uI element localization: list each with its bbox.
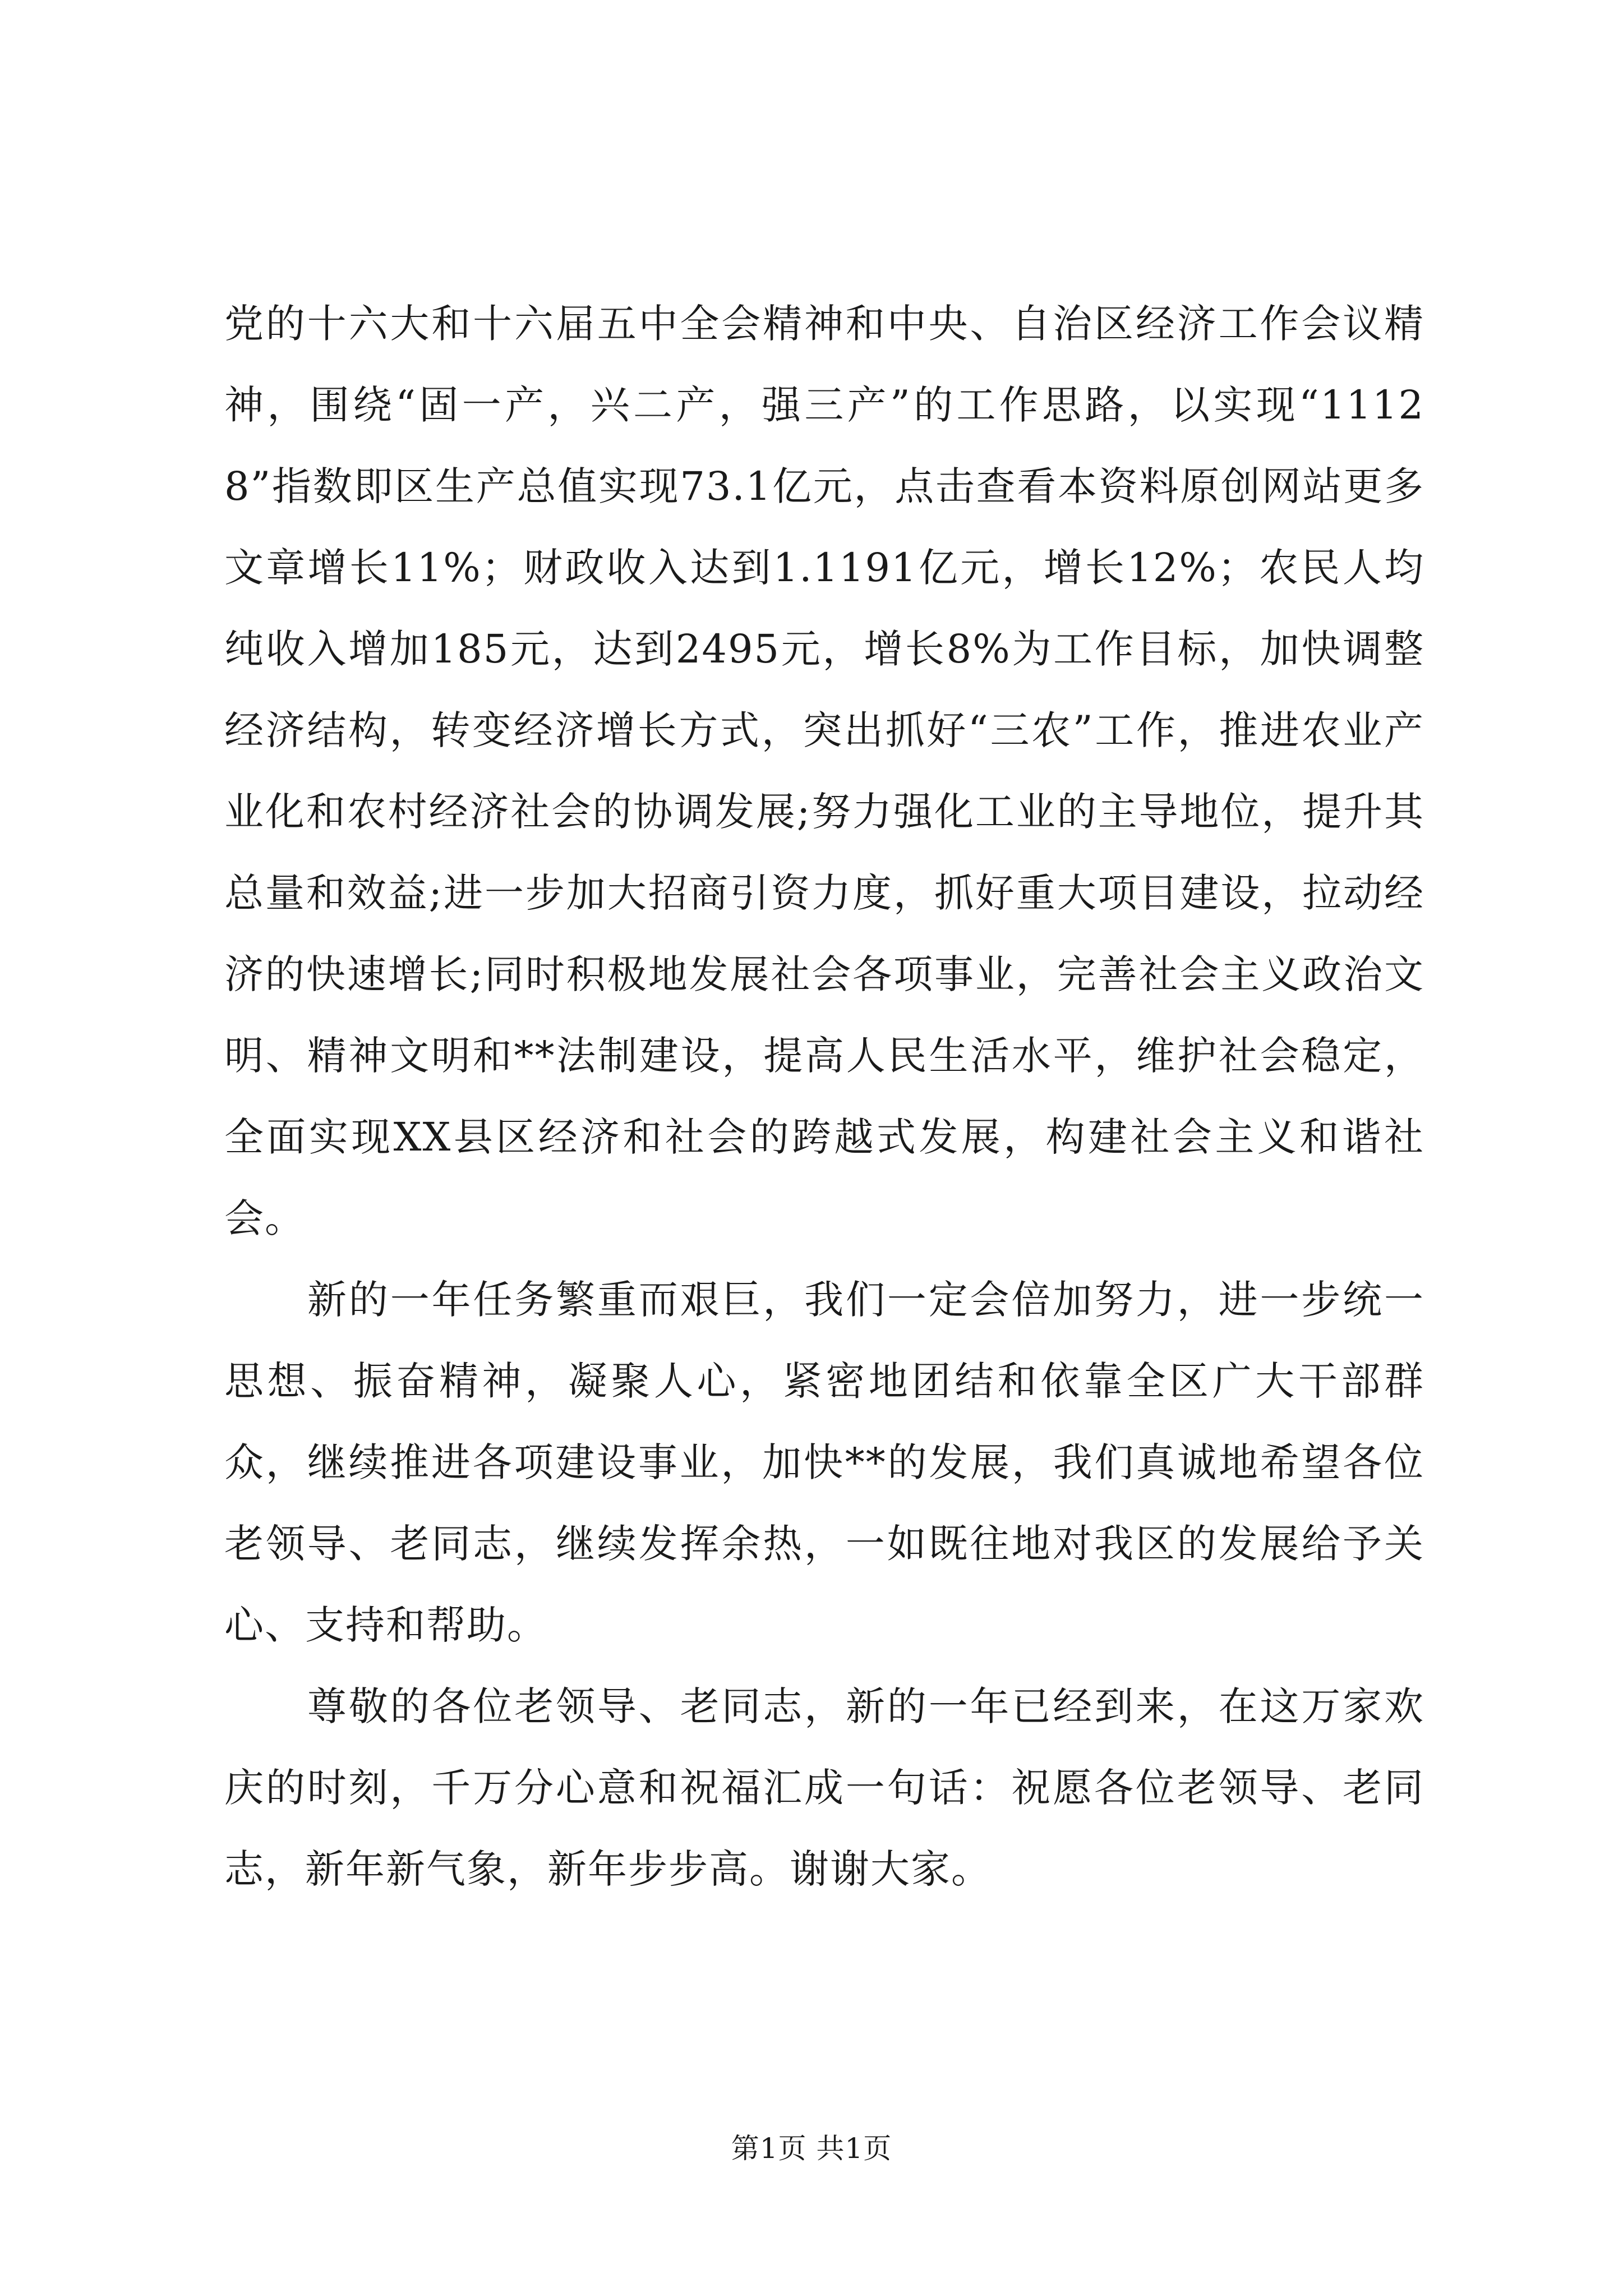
page-number-footer: 第1页 共1页 xyxy=(731,2132,892,2165)
document-body xyxy=(224,283,1424,1910)
paragraph-1: 党的十六大和十六届五中全会精神和中央、自治区经济工作会议精神，围绕“固一产，兴二产，强三产”的工作思路，以实现“11128”指数即区生产总值实现73.1亿元，点击查看本资料原创网站更多文章增长11%；财政收入达到1.1191亿元，增长12%；农民人均纯收入增加185元，达到2495元，增长8%为工作目标，加快调整经济结构，转变经济增长方式，突出抓好“三农”工作，推进农业产业化和农村经济社会的协调发展;努力强化工业的主导地位，提升其总量和效益;进一步加大招商引资力度，抓好重大项目建设，拉动经济的快速增长;同时积极地发展社会各项事业，完善社会主义政治文明、精神文明和**法制建设，提高人民生活水平，维护社会稳定，全面实现XX县区经济和社会的跨越式发展，构建社会主义和谐社会。 xyxy=(224,301,1424,1241)
paragraph-3: 尊敬的各位老领导、老同志，新的一年已经到来，在这万家欢庆的时刻，千万分心意和祝福汇成一句话：祝愿各位老领导、老同志，新年新气象，新年步步高。谢谢大家。 xyxy=(224,1683,1424,1892)
paragraph-2: 新的一年任务繁重而艰巨，我们一定会倍加努力，进一步统一思想、振奋精神，凝聚人心，紧密地团结和依靠全区广大干部群众，继续推进各项建设事业，加快**的发展，我们真诚地希望各位老领导、老同志，继续发挥余热，一如既往地对我区的发展给予关心、支持和帮助。 xyxy=(224,1277,1424,1648)
